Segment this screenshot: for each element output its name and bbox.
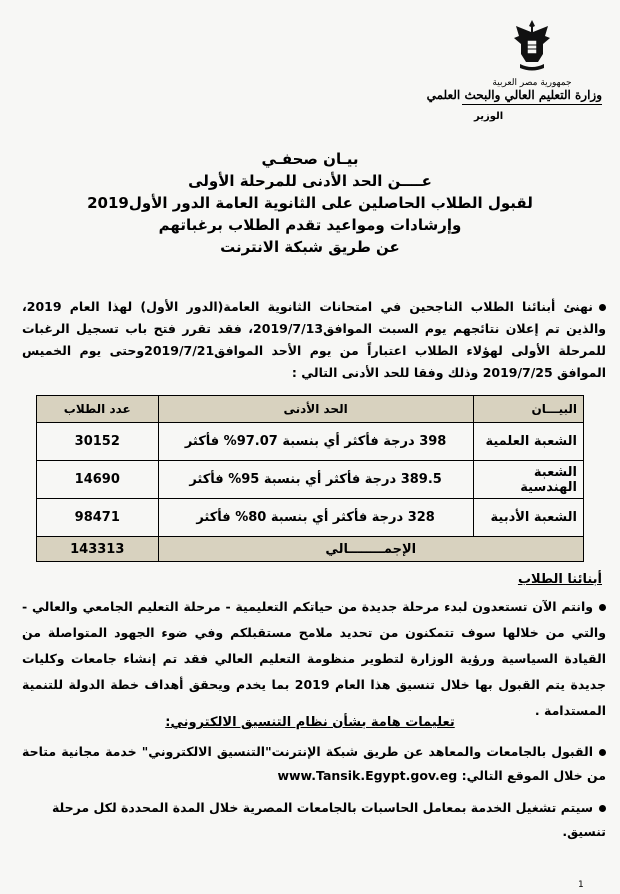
heading-line: وإرشادات ومواعيد تقدم الطلاب برغباتهم [158, 216, 462, 234]
instructions-section-title: تعليمات هامة بشأن نظام التنسيق الالكتروني: [165, 715, 455, 730]
student-count-cell: 30152 [37, 423, 159, 461]
page-number: 1 [578, 880, 584, 890]
column-header-student-count: عدد الطلاب [37, 396, 159, 423]
table-row [37, 499, 584, 537]
total-label-cell: الإجمــــــــالي [158, 537, 583, 562]
ministry-name: وزارة التعليم العالي والبحث العلمي [462, 88, 602, 105]
bullet-icon [599, 805, 606, 812]
intro-paragraph [22, 296, 606, 384]
column-header-minimum: الحد الأدنى [158, 396, 473, 423]
intro-text: نهنئ أبنائنا الطلاب الناجحين في امتحانات الثانوية العامة(الدور الأول) لهذا العام 2019، والذين تم إعلان نتائجهم يوم السبت الموافق2019/7/13، فقد تقرر فتح باب تسجيل الرغبات للمرحلة الأولى لهؤلاء الطلاب اعتباراً من يوم الأحد الموافق2019/7/21وحتى يوم الخميس الموافق 2019/7/25 وذلك وفقا للحد الأدنى التالي : [22, 299, 607, 380]
minister-label: الوزير [474, 111, 504, 122]
press-release-headings [60, 148, 560, 258]
heading-line: لقبول الطلاب الحاصلين على الثانوية العامة الدور الأول2019 [87, 194, 533, 212]
student-count-cell: 98471 [37, 499, 159, 537]
track-name-cell: الشعبة العلمية [473, 423, 583, 461]
minimum-score-cell: 389.5 درجة فأكثر أي بنسبة 95% فأكثر [158, 461, 473, 499]
student-count-cell: 14690 [37, 461, 159, 499]
instruction-item [22, 796, 606, 844]
heading-line: عــــن الحد الأدنى للمرحلة الأولى [188, 172, 432, 190]
bullet-icon [599, 749, 606, 756]
minimum-scores-table [36, 395, 584, 562]
instruction-item [22, 740, 606, 788]
students-section-paragraph [22, 594, 606, 724]
tansik-website-link[interactable]: www.Tansik.Egypt.gov.eg [277, 768, 458, 783]
heading-line: عن طريق شبكة الانترنت [220, 238, 400, 256]
instruction-text: القبول بالجامعات والمعاهد عن طريق شبكة الإنترنت"التنسيق الالكتروني" خدمة مجانية متاحة من خلال الموقع التالي: [22, 744, 606, 783]
heading-line: بيـان صحفـي [261, 150, 359, 168]
minimum-score-cell: 398 درجة فأكثر أي بنسبة 97.07% فأكثر [158, 423, 473, 461]
minimum-score-cell: 328 درجة فأكثر أي بنسبة 80% فأكثر [158, 499, 473, 537]
students-section-text: وانتم الآن تستعدون لبدء مرحلة جديدة من حياتكم التعليمية - مرحلة التعليم الجامعي والعالي - والتي من خلالها سوف تتمكنون من تحديد ملامح مستقبلكم وفي ضوء الجهود المتواصلة من القيادة السياسية ورؤية الوزارة لتطوير منظومة التعليم العالي فقد تم إنشاء جامعات وكليات جديدة يتم القبول بها خلال تنسيق هذا العام 2019 بما يخدم ويحقق أهداف خطة الدولة للتنمية المستدامة . [22, 599, 606, 718]
bullet-icon [599, 604, 606, 611]
table-header-row [37, 396, 584, 423]
republic-label: جمهورية مصر العربية [492, 78, 572, 88]
column-header-statement: البيـــان [473, 396, 583, 423]
track-name-cell: الشعبة الهندسية [473, 461, 583, 499]
table-row [37, 423, 584, 461]
total-value-cell: 143313 [37, 537, 159, 562]
bullet-icon [599, 304, 606, 311]
eagle-emblem-icon [512, 18, 552, 72]
table-total-row [37, 537, 584, 562]
table-row [37, 461, 584, 499]
track-name-cell: الشعبة الأدبية [473, 499, 583, 537]
letterhead [426, 18, 602, 122]
instruction-text: سيتم تشغيل الخدمة بمعامل الحاسبات بالجامعات المصرية خلال المدة المحددة لكل مرحلة تنسيق. [51, 800, 606, 839]
students-section-title: أبنائنا الطلاب [517, 572, 602, 587]
